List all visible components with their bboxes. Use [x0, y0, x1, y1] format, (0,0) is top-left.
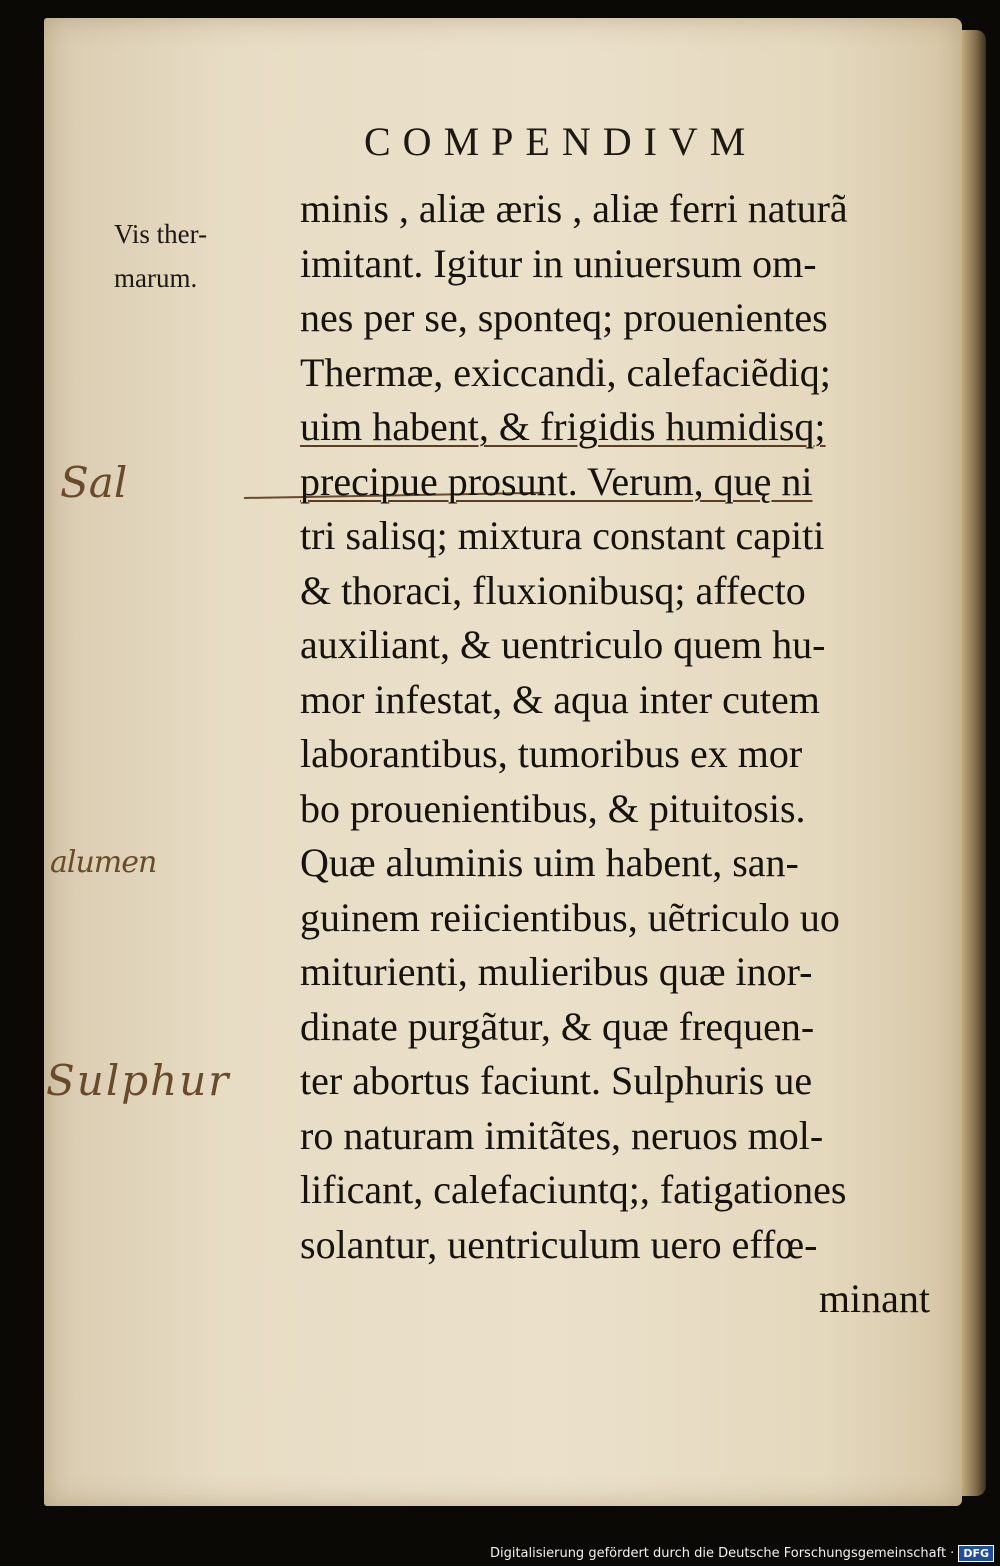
marginal-note-line: Vis ther- [114, 219, 208, 249]
text-line: laborantibus, tumoribus ex mor [300, 731, 803, 776]
text-line: lificant, calefaciuntq;, fatigationes [300, 1167, 847, 1212]
text-line: bo prouenientibus, & pituitosis. [300, 785, 806, 831]
footer-text: Digitalisierung gefördert durch die Deutsche Forschungsgemeinschaft · [489, 1546, 955, 1561]
text-line: guinem reiicientibus, uẽtriculo uo [300, 894, 840, 940]
catchword: minant [818, 1276, 930, 1321]
text-line: tri salisq; mixtura constant capiti [300, 513, 825, 558]
handwritten-note-sulphur: Sulphur [46, 1056, 231, 1105]
text-line: ro naturam imitãtes, neruos mol- [300, 1112, 824, 1158]
digitization-footer [490, 1545, 994, 1562]
text-line: nes per se, sponteq; prouenientes [300, 295, 828, 340]
dfg-logo-icon: DFG [958, 1545, 994, 1562]
text-line: solantur, uentriculum uero effœ- [300, 1221, 818, 1267]
marginal-note-line: marum. [114, 263, 198, 293]
text-line: precipue prosunt. Verum, quę ni [300, 458, 813, 504]
text-line: minis , aliæ æris , aliæ ferri naturã [300, 186, 848, 231]
running-head: COMPENDIVM [364, 119, 758, 164]
handwritten-note-sal: Sal [60, 458, 128, 507]
text-line: Quæ aluminis uim habent, san- [300, 840, 799, 885]
printed-marginal-note [114, 212, 264, 300]
text-line: Thermæ, exiccandi, calefaciẽdiq; [300, 349, 831, 395]
text-line: imitant. Igitur in uniuersum om- [300, 240, 817, 286]
body-text [300, 182, 940, 1327]
text-line: miturienti, mulieribus quæ inor- [300, 949, 813, 994]
text-line: & thoraci, fluxionibusq; affecto [300, 567, 806, 613]
handwritten-note-alumen: alumen [50, 845, 157, 880]
text-line: dinate purgãtur, & quæ frequen- [300, 1003, 815, 1049]
text-line: mor infestat, & aqua inter cutem [300, 676, 820, 722]
text-line: auxiliant, & uentriculo quem hu- [300, 622, 826, 667]
text-line: ter abortus faciunt. Sulphuris ue [300, 1058, 813, 1103]
page-edge [962, 30, 986, 1496]
text-line: uim habent, & frigidis humidisq; [300, 404, 826, 449]
